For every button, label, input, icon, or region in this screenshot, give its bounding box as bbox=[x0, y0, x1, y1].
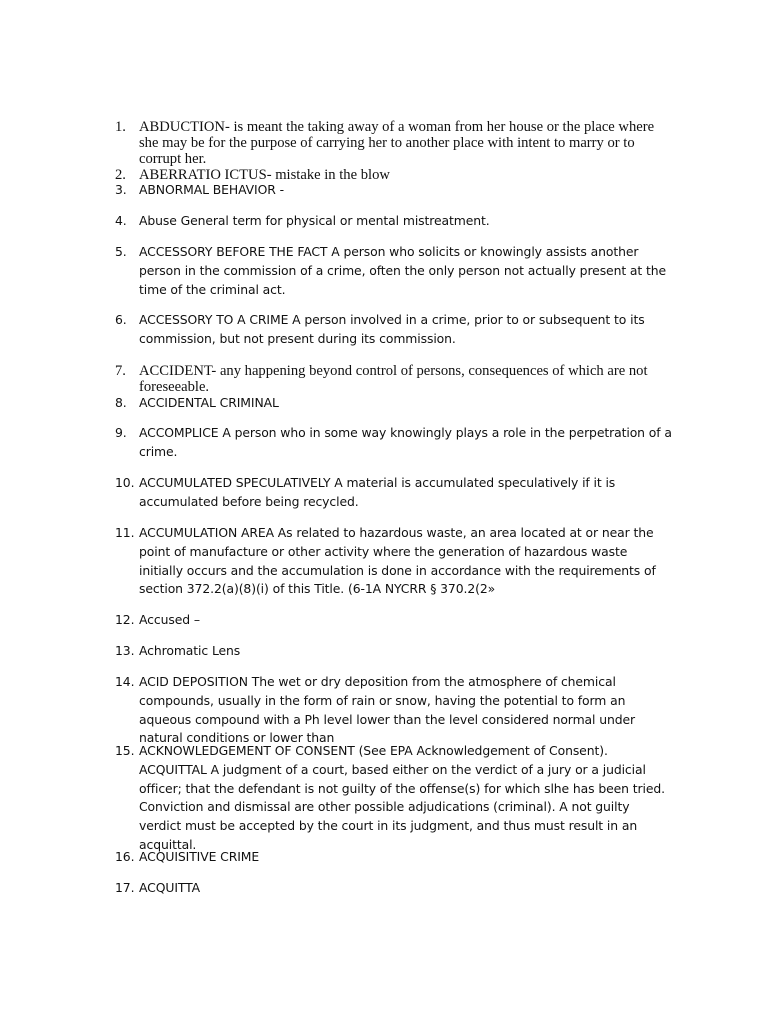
item-text: ACCUMULATION AREA As related to hazardous waste, an area located at or near the point of manufacture or other activity where the generation of hazardous waste initially occurs and the accumulation is done in accordance with the requirements of section 372.2(a)(8)(i) of this Title. (6-1A NYCRR § 370.2(2» bbox=[139, 525, 656, 597]
list-item bbox=[115, 474, 675, 512]
list-item bbox=[115, 424, 675, 462]
item-number: 11. bbox=[115, 525, 135, 540]
item-text: Abuse General term for physical or mental mistreatment. bbox=[139, 213, 490, 228]
item-number: 14. bbox=[115, 674, 135, 689]
item-number: 8. bbox=[115, 395, 127, 410]
item-text: ABDUCTION- is meant the taking away of a woman from her house or the place where she may be for the purpose of carrying her to another place with intent to marry or to corrupt her. bbox=[139, 119, 655, 167]
item-text: ACID DEPOSITION The wet or dry deposition from the atmosphere of chemical compounds, usually in the form of rain or snow, having the potential to form an aqueous compound with a Ph level lower than the level considered normal under natural conditions or lower than bbox=[139, 674, 636, 746]
item-number: 12. bbox=[115, 612, 135, 627]
item-text: ACCUMULATED SPECULATIVELY A material is accumulated speculatively if it is accumulated before being recycled. bbox=[139, 475, 616, 509]
list-item bbox=[115, 848, 675, 867]
item-number: 15. bbox=[115, 743, 135, 758]
item-text: ACQUISITIVE CRIME bbox=[139, 849, 260, 864]
item-number: 2. bbox=[115, 167, 126, 183]
item-text: ACCIDENTAL CRIMINAL bbox=[139, 395, 279, 410]
item-text: ACQUITTA bbox=[139, 880, 201, 895]
item-text: ACCESSORY TO A CRIME A person involved in a crime, prior to or subsequent to its commission, but not present during its commission. bbox=[139, 312, 645, 346]
item-number: 4. bbox=[115, 213, 127, 228]
item-number: 6. bbox=[115, 312, 127, 327]
item-number: 16. bbox=[115, 849, 135, 864]
item-number: 3. bbox=[115, 182, 127, 197]
list-item bbox=[115, 243, 675, 299]
item-number: 13. bbox=[115, 643, 135, 658]
list-item bbox=[115, 311, 675, 349]
item-text: ACCIDENT- any happening beyond control of persons, consequences of which are not foreseeable. bbox=[139, 363, 648, 395]
item-text: ABERRATIO ICTUS- mistake in the blow bbox=[139, 167, 390, 183]
list-item bbox=[115, 642, 675, 661]
list-item bbox=[115, 181, 675, 200]
item-text: ABNORMAL BEHAVIOR - bbox=[139, 182, 284, 197]
item-number: 7. bbox=[115, 363, 126, 379]
list-item bbox=[115, 212, 675, 231]
item-number: 1. bbox=[115, 119, 126, 135]
list-item bbox=[115, 611, 675, 630]
list-item bbox=[115, 394, 675, 413]
item-text: Achromatic Lens bbox=[139, 643, 241, 658]
item-number: 5. bbox=[115, 244, 127, 259]
list-item bbox=[115, 524, 675, 599]
item-text: ACCESSORY BEFORE THE FACT A person who solicits or knowingly assists another person in the commission of a crime, often the only person not actually present at the time of the criminal act. bbox=[139, 244, 667, 297]
list-item bbox=[115, 879, 675, 898]
item-text: Accused – bbox=[139, 612, 200, 627]
item-number: 9. bbox=[115, 425, 127, 440]
list-item bbox=[115, 673, 675, 748]
item-number: 10. bbox=[115, 475, 135, 490]
item-number: 17. bbox=[115, 880, 135, 895]
list-item bbox=[115, 363, 675, 395]
list-item bbox=[115, 742, 675, 855]
item-text: ACCOMPLICE A person who in some way knowingly plays a role in the perpetration of a crime. bbox=[139, 425, 672, 459]
list-item bbox=[115, 119, 675, 167]
item-text: ACKNOWLEDGEMENT OF CONSENT (See EPA Acknowledgement of Consent). ACQUITTAL A judgment of a court, based either on the verdict of a jury or a judicial officer; that the defendant is not guilty of the offense(s) for which slhe has been tried. Conviction and dismissal are other possible adjudications (criminal). A not guilty verdict must be accepted by the court in its judgment, and thus must result in an acquittal. bbox=[139, 743, 665, 852]
